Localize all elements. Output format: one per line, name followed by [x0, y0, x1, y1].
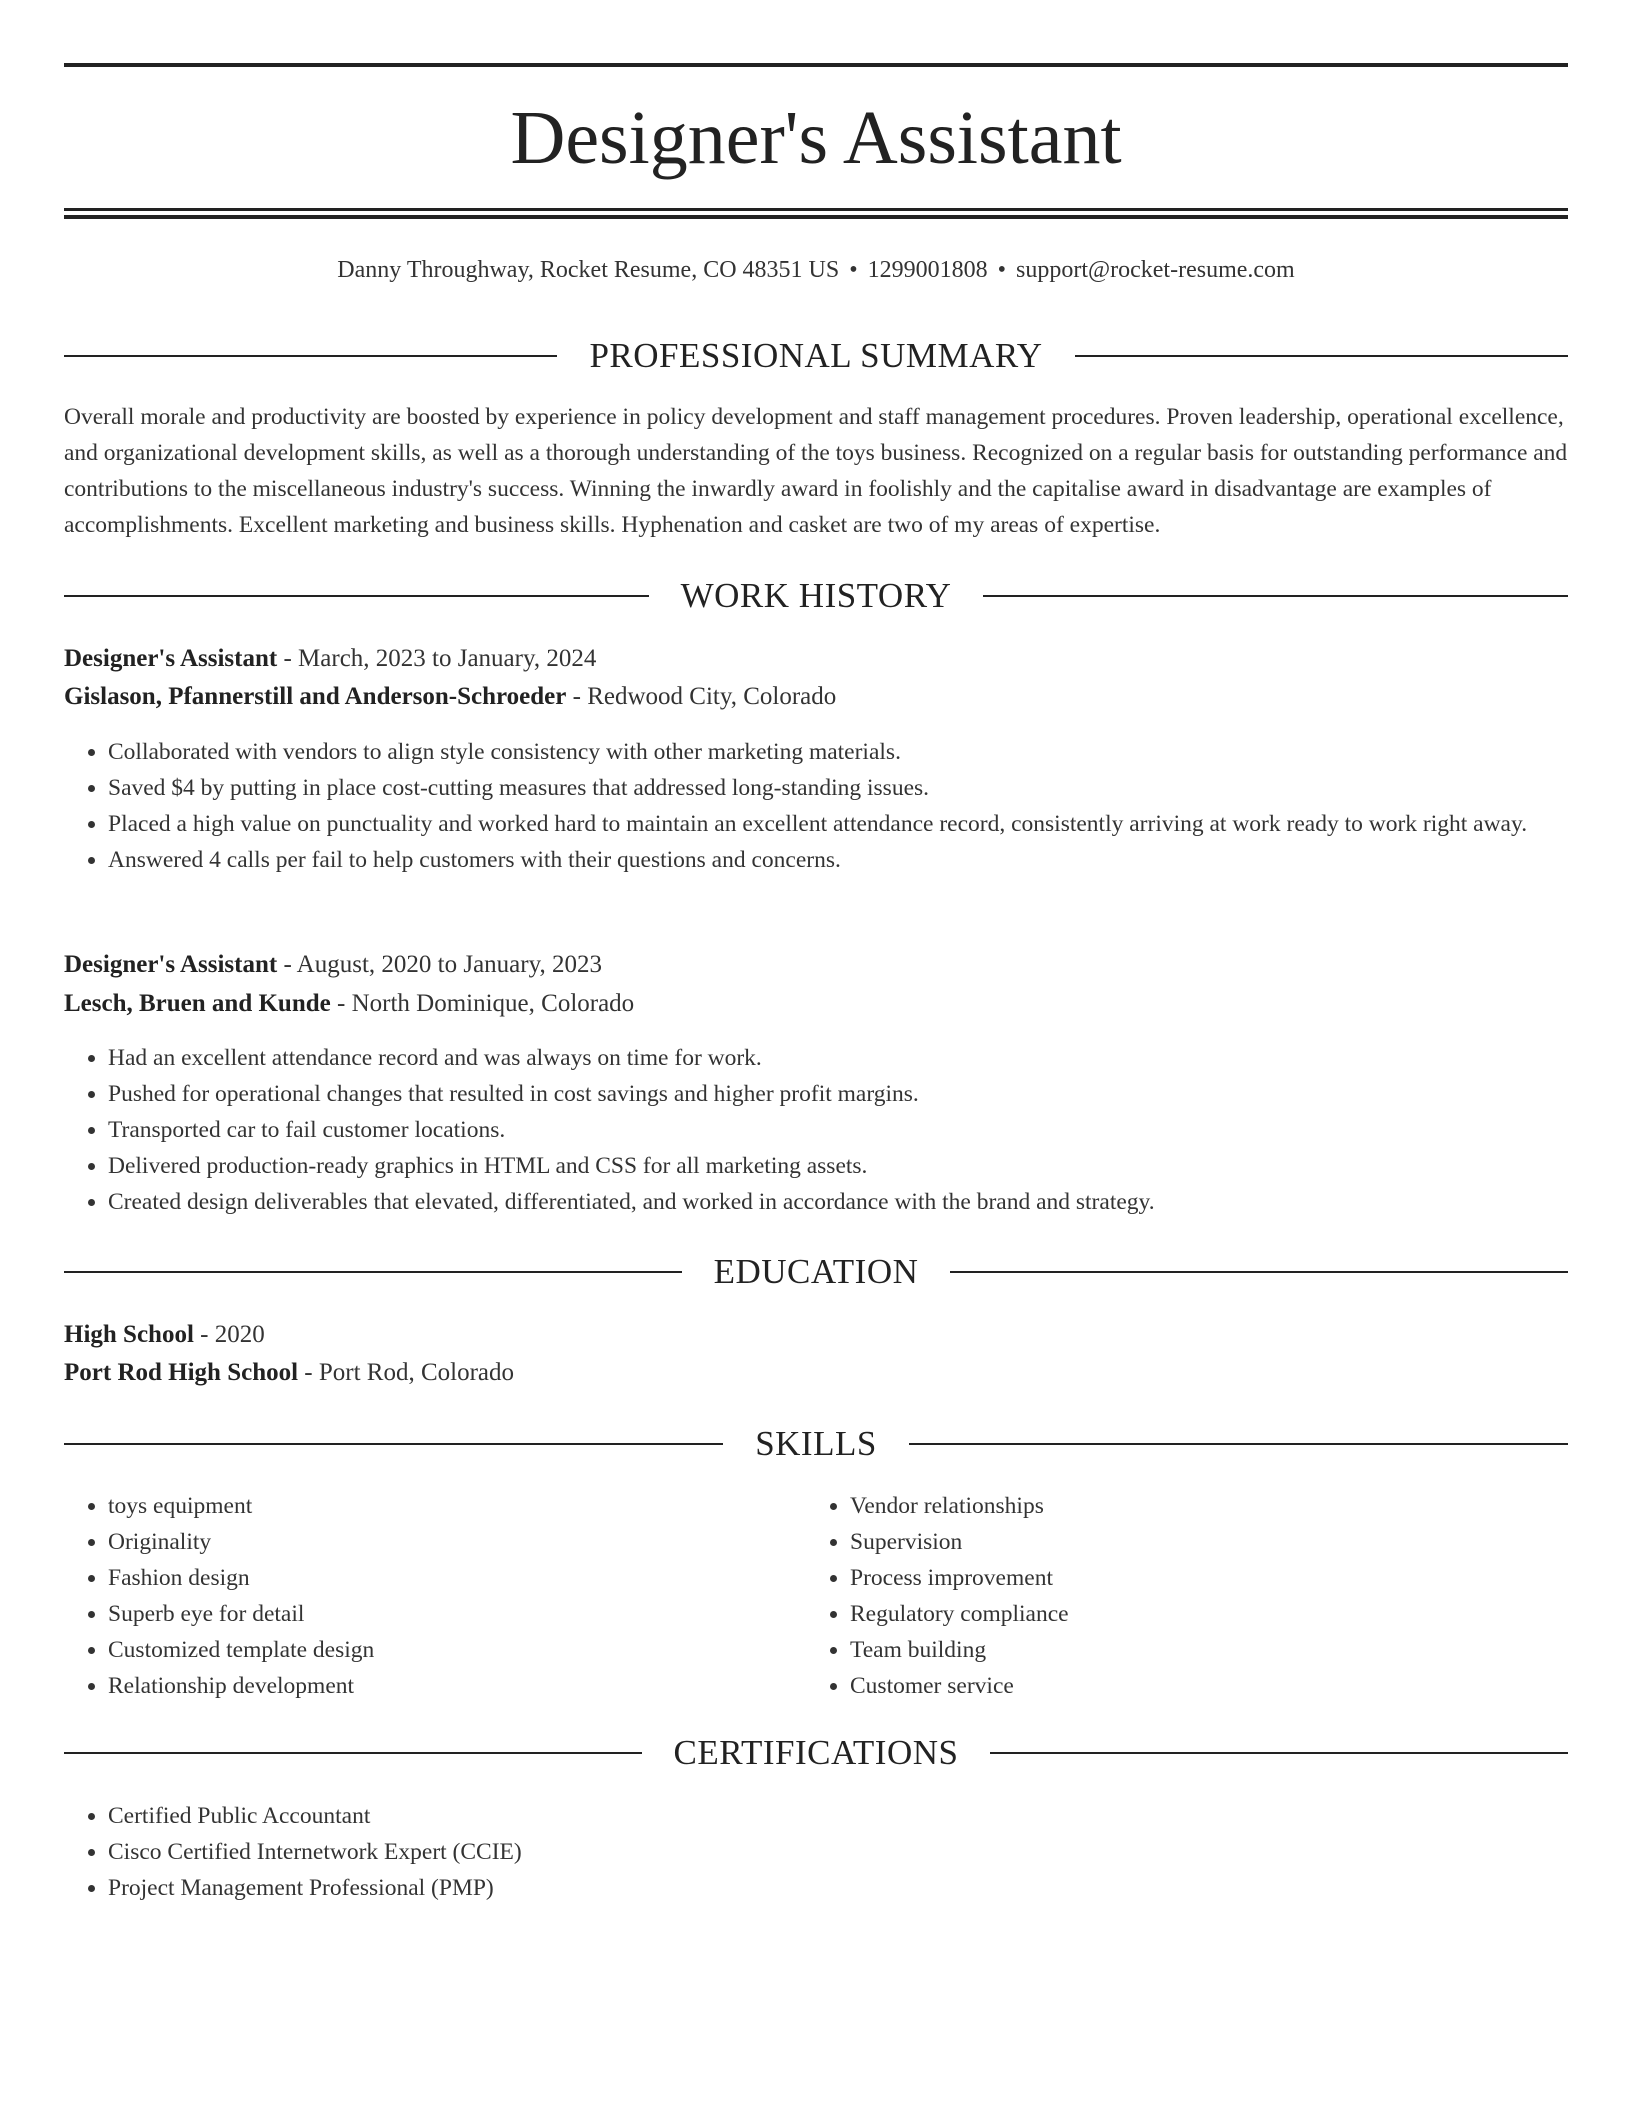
list-item: • Answered 4 calls per fail to help customers with their questions and concerns.: [108, 842, 1568, 878]
education-degree-line: [64, 1316, 1568, 1354]
skill-item: • Customized template design: [108, 1632, 806, 1668]
heading-rule: [64, 595, 649, 597]
section-title: WORK HISTORY: [680, 576, 952, 615]
certification-item: • Cisco Certified Internetwork Expert (CCIE): [108, 1834, 1568, 1870]
heading-rule: [983, 595, 1568, 597]
contact-line: [64, 253, 1568, 287]
education-degree: High School: [64, 1321, 194, 1348]
education-school-line: [64, 1354, 1568, 1392]
list-item: • Had an excellent attendance record and was always on time for work.: [108, 1040, 1568, 1076]
section-title: PROFESSIONAL SUMMARY: [589, 336, 1043, 375]
skill-item: • toys equipment: [108, 1488, 806, 1524]
heading-rule: [990, 1752, 1568, 1754]
list-item: • Saved $4 by putting in place cost-cutting measures that addressed long-standing issues.: [108, 770, 1568, 806]
summary-text: Overall morale and productivity are boosted by experience in policy development and staff management procedures. Proven leadership, operational excellence, and organizational development skills, as well as a thorough understanding of the toys business. Recognized on a regular basis for outstanding performance and contributions to the miscellaneous industry's success. Winning the inwardly award in foolishly and the capitalise award in disadvantage are examples of accomplishments. Excellent marketing and business skills. Hyphenation and casket are two of my areas of expertise.: [64, 404, 1568, 538]
title-rule-lower: [64, 215, 1568, 219]
list-item: • Created design deliverables that elevated, differentiated, and worked in accordance with the brand and strategy.: [108, 1184, 1568, 1220]
education-location: - Port Rod, Colorado: [298, 1359, 515, 1386]
certification-item: • Certified Public Accountant: [108, 1798, 1568, 1834]
job-1-company-line: [64, 678, 1568, 716]
education-school: Port Rod High School: [64, 1359, 299, 1386]
skill-item: • Vendor relationships: [850, 1488, 1568, 1524]
section-title: CERTIFICATIONS: [673, 1733, 959, 1772]
skill-item: • Team building: [850, 1632, 1568, 1668]
section-title: SKILLS: [755, 1424, 877, 1463]
top-rule: [64, 63, 1568, 67]
skill-item: • Superb eye for detail: [108, 1596, 806, 1632]
list-item: • Pushed for operational changes that resulted in cost savings and higher profit margins.: [108, 1076, 1568, 1112]
job-company: Gislason, Pfannerstill and Anderson-Schroeder: [64, 683, 567, 710]
job-2-bullets: [64, 1040, 1568, 1220]
contact-separator: •: [849, 257, 858, 283]
title-rule-upper: [64, 208, 1568, 211]
skill-item: • Relationship development: [108, 1668, 806, 1704]
heading-rule: [950, 1271, 1568, 1273]
heading-rule: [1075, 355, 1568, 357]
resume-title: Designer's Assistant: [510, 96, 1122, 180]
contact-address: Danny Throughway, Rocket Resume, CO 48351 US: [337, 257, 840, 283]
heading-rule: [64, 355, 557, 357]
job-title: Designer's Assistant: [64, 645, 278, 672]
job-dates: - August, 2020 to January, 2023: [277, 951, 602, 978]
certifications-list: [64, 1798, 1568, 1906]
section-heading-skills: [64, 1422, 1568, 1466]
section-heading-work-history: [64, 574, 1568, 618]
skill-item: • Originality: [108, 1524, 806, 1560]
job-1-title-line: [64, 640, 1568, 678]
section-title: EDUCATION: [713, 1252, 919, 1291]
job-company: Lesch, Bruen and Kunde: [64, 990, 331, 1017]
job-location: - North Dominique, Colorado: [330, 990, 635, 1017]
skill-item: • Fashion design: [108, 1560, 806, 1596]
section-heading-summary: [64, 334, 1568, 378]
skills-list-left: [64, 1488, 806, 1704]
job-title: Designer's Assistant: [64, 951, 278, 978]
list-item: • Placed a high value on punctuality and worked hard to maintain an excellent attendance record, consistently arriving at work ready to work right away.: [108, 806, 1568, 842]
job-1-bullets: [64, 734, 1568, 878]
list-item: • Transported car to fail customer locations.: [108, 1112, 1568, 1148]
list-item: • Collaborated with vendors to align style consistency with other marketing materials.: [108, 734, 1568, 770]
list-item: • Delivered production-ready graphics in HTML and CSS for all marketing assets.: [108, 1148, 1568, 1184]
skill-item: • Supervision: [850, 1524, 1568, 1560]
contact-email: support@rocket-resume.com: [1016, 257, 1295, 283]
heading-rule: [64, 1443, 723, 1445]
skills-list-right: [806, 1488, 1568, 1704]
skill-item: • Process improvement: [850, 1560, 1568, 1596]
contact-separator: •: [997, 257, 1007, 283]
skill-item: • Customer service: [850, 1668, 1568, 1704]
skill-item: • Regulatory compliance: [850, 1596, 1568, 1632]
section-heading-education: [64, 1250, 1568, 1294]
job-2-company-line: [64, 985, 1568, 1023]
job-dates: - March, 2023 to January, 2024: [277, 645, 597, 672]
heading-rule: [64, 1752, 642, 1754]
job-2-title-line: [64, 946, 1568, 984]
section-heading-certifications: [64, 1731, 1568, 1775]
job-location: - Redwood City, Colorado: [566, 683, 837, 710]
contact-phone: 1299001808: [867, 257, 988, 283]
heading-rule: [909, 1443, 1568, 1445]
education-year: - 2020: [193, 1321, 265, 1348]
heading-rule: [64, 1271, 682, 1273]
certification-item: • Project Management Professional (PMP): [108, 1870, 1568, 1906]
